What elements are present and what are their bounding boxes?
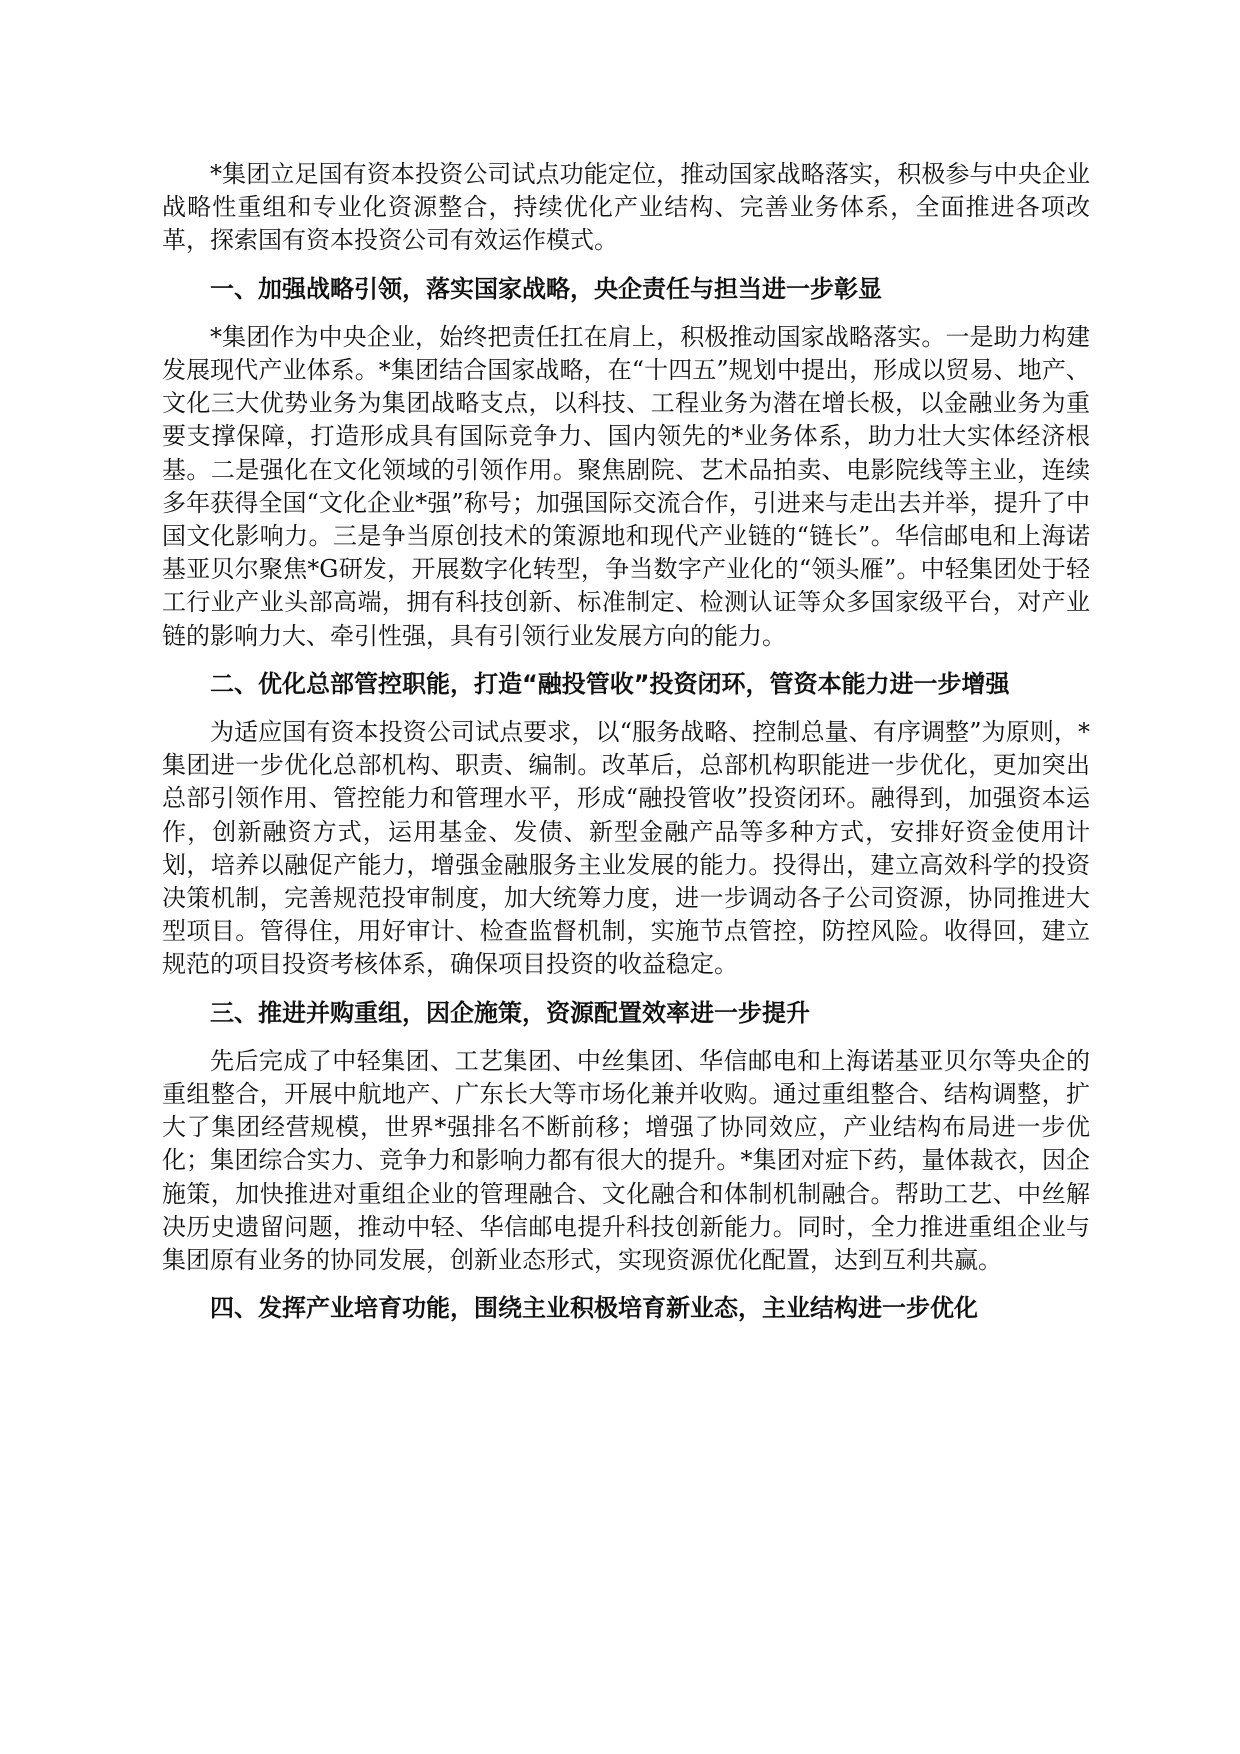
section-3-heading: 三、推进并购重组，因企施策，资源配置效率进一步提升	[210, 998, 810, 1027]
section-3-body: 先后完成了中轻集团、工艺集团、中丝集团、华信邮电和上海诺基亚贝尔等央企的重组整合，开展中航地产、广东长大等市场化兼并收购。通过重组整合、结构调整，扩大了集团经营规模，世界*强排名不断前移；增强了协同效应，产业结构布局进一步优化；集团综合实力、竞争力和影响力都有很大的提升。*集团对症下药，量体裁衣，因企施策，加快推进对重组企业的管理融合、文化融合和体制机制融合。帮助工艺、中丝解决历史遗留问题，推动中轻、华信邮电提升科技创新能力。同时，全力推进重组企业与集团原有业务的协同发展，创新业态形式，实现资源优化配置，达到互利共赢。	[162, 1046, 1090, 1275]
section-2-body: 为适应国有资本投资公司试点要求，以“服务战略、控制总量、有序调整”为原则，*集团进一步优化总部机构、职责、编制。改革后，总部机构职能进一步优化，更加突出总部引领作用、管控能力和管理水平，形成“融投管收”投资闭环。融得到，加强资本运作，创新融资方式，运用基金、发债、新型金融产品等多种方式，安排好资金使用计划，培养以融促产能力，增强金融服务主业发展的能力。投得出，建立高效科学的投资决策机制，完善规范投审制度，加大统筹力度，进一步调动各子公司资源，协同推进大型项目。管得住，用好审计、检查监督机制，实施节点管控，防控风险。收得回，建立规范的项目投资考核体系，确保项目投资的收益稳定。	[162, 718, 1090, 979]
intro-paragraph: *集团立足国有资本投资公司试点功能定位，推动国家战略落实，积极参与中央企业战略性重组和专业化资源整合，持续优化产业结构、完善业务体系，全面推进各项改革，探索国有资本投资公司有效运作模式。	[162, 160, 1090, 255]
document-page	[162, 158, 1090, 1341]
section-2-heading: 二、优化总部管控职能，打造“融投管收”投资闭环，管资本能力进一步增强	[210, 669, 1010, 698]
section-4-heading: 四、发挥产业培育功能，围绕主业积极培育新业态，主业结构进一步优化	[210, 1294, 978, 1323]
section-1-body: *集团作为中央企业，始终把责任扛在肩上，积极推动国家战略落实。一是助力构建发展现代产业体系。*集团结合国家战略，在“十四五”规划中提出，形成以贸易、地产、文化三大优势业务为集团战略支点，以科技、工程业务为潜在增长极，以金融业务为重要支撑保障，打造形成具有国际竞争力、国内领先的*业务体系，助力壮大实体经济根基。二是强化在文化领域的引领作用。聚焦剧院、艺术品拍卖、电影院线等主业，连续多年获得全国“文化企业*强”称号；加强国际交流合作，引进来与走出去并举，提升了中国文化影响力。三是争当原创技术的策源地和现代产业链的“链长”。华信邮电和上海诺基亚贝尔聚焦*G研发，开展数字化转型，争当数字产业化的“领头雁”。中轻集团处于轻工行业产业头部高端，拥有科技创新、标准制定、检测认证等众多国家级平台，对产业链的影响力大、牵引性强，具有引领行业发展方向的能力。	[162, 322, 1090, 650]
section-1-heading: 一、加强战略引领，落实国家战略，央企责任与担当进一步彰显	[210, 274, 882, 303]
